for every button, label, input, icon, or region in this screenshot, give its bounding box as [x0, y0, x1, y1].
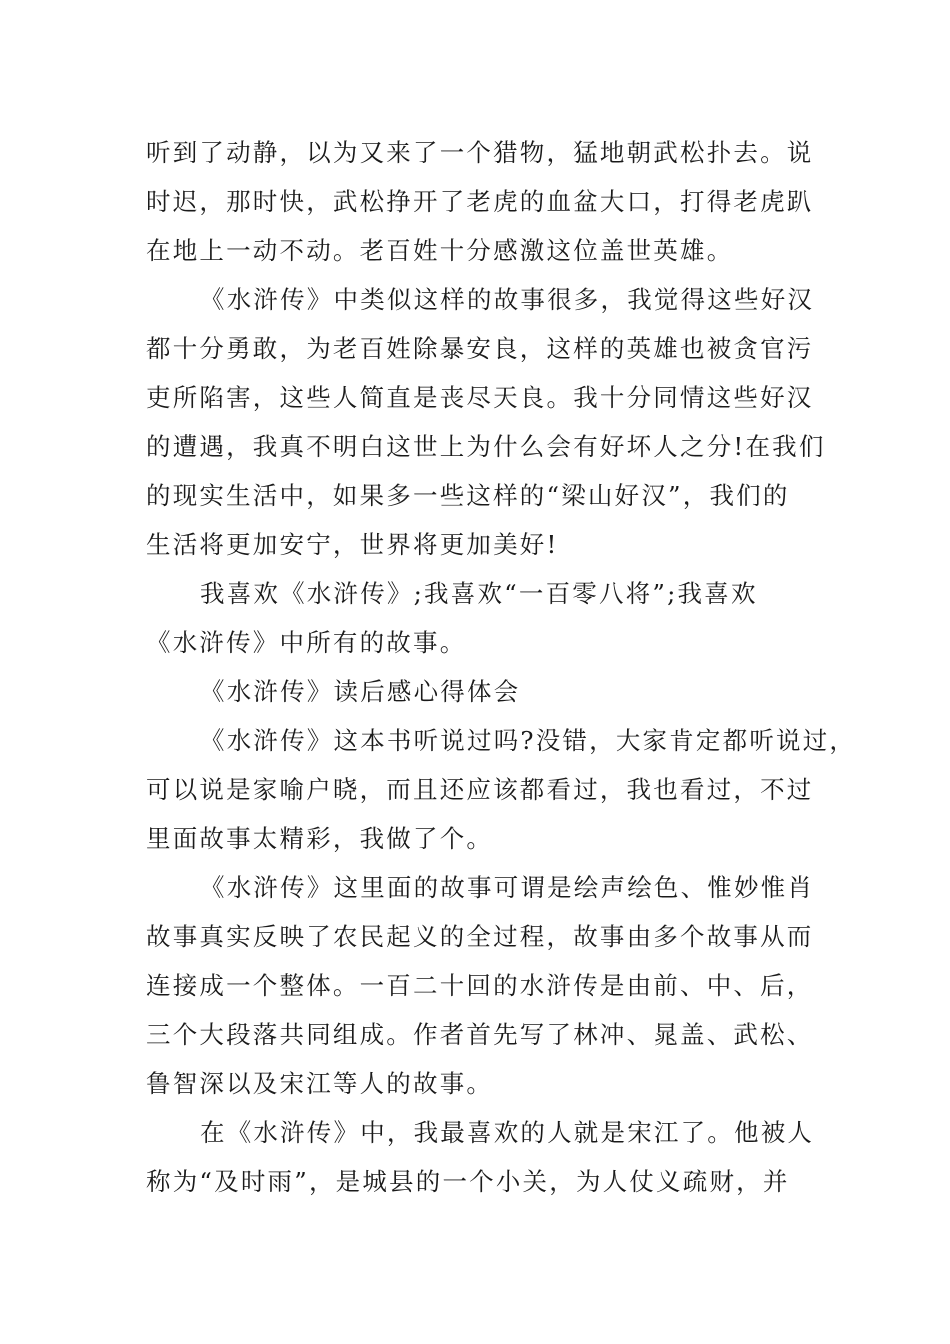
text-line: 在地上一动不动。老百姓十分感激这位盖世英雄。 [146, 236, 734, 265]
text-line: 鲁智深以及宋江等人的故事。 [146, 1069, 494, 1098]
text-line: 三个大段落共同组成。作者首先写了林冲、晁盖、武松、 [146, 1020, 814, 1049]
text-line: 里面故事太精彩，我做了个。 [146, 824, 494, 853]
text-line: 的遭遇，我真不明白这世上为什么会有好坏人之分!在我们 [146, 432, 826, 461]
text-line: 听到了动静，以为又来了一个猎物，猛地朝武松扑去。说 [146, 138, 814, 167]
text-line: 吏所陷害，这些人简直是丧尽天良。我十分同情这些好汉 [146, 383, 814, 412]
text-line: 称为“及时雨”，是城县的一个小关，为人仗义疏财，并 [146, 1167, 790, 1196]
text-line: 的现实生活中，如果多一些这样的“梁山好汉”，我们的 [146, 481, 790, 510]
text-line: 《水浒传》中类似这样的故事很多，我觉得这些好汉 [200, 285, 815, 314]
document-body [146, 128, 857, 1206]
section-heading: 《水浒传》读后感心得体会 [200, 677, 521, 706]
text-line: 可以说是家喻户晓，而且还应该都看过，我也看过，不过 [146, 775, 814, 804]
text-line: 《水浒传》这里面的故事可谓是绘声绘色、惟妙惟肖 [200, 873, 815, 902]
text-line: 都十分勇敢，为老百姓除暴安良，这样的英雄也被贪官污 [146, 334, 814, 363]
text-line: 在《水浒传》中，我最喜欢的人就是宋江了。他被人 [200, 1118, 815, 1147]
text-line: 我喜欢《水浒传》;我喜欢“一百零八将”;我喜欢 [200, 579, 758, 608]
text-line: 连接成一个整体。一百二十回的水浒传是由前、中、后， [146, 971, 814, 1000]
text-line: 故事真实反映了农民起义的全过程，故事由多个故事从而 [146, 922, 814, 951]
text-line: 时迟，那时快，武松挣开了老虎的血盆大口，打得老虎趴 [146, 187, 814, 216]
text-line: 《水浒传》这本书听说过吗?没错，大家肯定都听说过， [200, 726, 857, 755]
text-line: 生活将更加安宁，世界将更加美好! [146, 530, 559, 559]
text-line: 《水浒传》中所有的故事。 [146, 628, 467, 657]
